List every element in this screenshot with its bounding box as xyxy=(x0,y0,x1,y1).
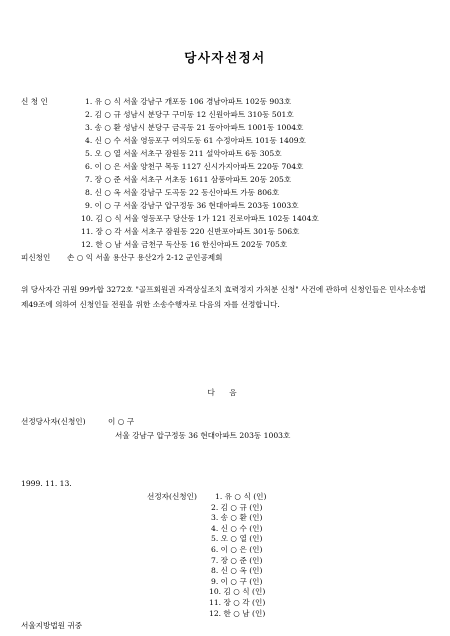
appointed-party-label: 선정당사자(신청인) xyxy=(21,417,86,426)
selector-item: 5. 오 ○ 열 (인) xyxy=(211,534,263,544)
selector-item: 6. 이 ○ 은 (인) xyxy=(211,545,263,554)
selector-item: 11. 장 ○ 각 (인) xyxy=(209,598,266,607)
selector-item: 1. 유 ○ 식 (인) xyxy=(215,492,267,501)
selector-item: 3. 송 ○ 환 (인) xyxy=(211,513,263,523)
respondent-label: 피신청인 xyxy=(21,253,51,262)
applicant-item: 3. 송 ○ 환 성남시 분당구 금곡동 21 동아아파트 1001동 1004호 xyxy=(85,123,304,132)
selector-item: 8. 신 ○ 옥 (인) xyxy=(211,566,263,576)
court-addressee: 서울지방법원 귀중 xyxy=(21,621,83,630)
selector-item: 2. 김 ○ 규 (인) xyxy=(211,502,263,512)
appointed-party-name: 이 ○ 구 xyxy=(108,417,135,426)
applicants-label: 신 청 인 xyxy=(21,97,48,106)
applicant-item: 11. 장 ○ 각 서울 서초구 잠원동 220 신반포아파트 301동 506호 xyxy=(81,227,300,236)
selector-item: 4. 신 ○ 수 (인) xyxy=(211,523,263,533)
body-paragraph: 위 당사자간 귀원 99카합 3272호 "골프회원권 자격상실조치 효력정지 가처분 신청" 사건에 관하여 신청인들은 민사소송법 제49조에 의하여 신청인들 전원을 위한 소송수행자로 다음의 자를 선정합니다. xyxy=(21,285,426,309)
selector-item: 10. 김 ○ 식 (인) xyxy=(209,587,266,597)
next-heading: 다 음 xyxy=(207,388,243,397)
applicant-item: 5. 오 ○ 열 서울 서초구 잠원동 211 설악아파트 6동 305호 xyxy=(85,149,282,158)
applicant-item: 6. 이 ○ 은 서울 양천구 목동 1127 신시가지아파트 220동 704호 xyxy=(85,162,304,171)
document-date: 1999. 11. 13. xyxy=(21,479,72,488)
respondent-info: 손 ○ 익 서울 용산구 용산2가 2-12 군인공제회 xyxy=(67,253,223,262)
applicant-item: 7. 장 ○ 준 서울 서초구 서초동 1611 삼풍아파트 20동 205호 xyxy=(85,175,292,184)
applicant-item: 4. 신 ○ 수 서울 영등포구 여의도동 61 수정아파트 101동 1409호 xyxy=(85,136,306,145)
appointed-party-address: 서울 강남구 압구정동 36 현대아파트 203동 1003호 xyxy=(115,431,291,440)
applicant-item: 9. 이 ○ 구 서울 강남구 압구정동 36 현대아파트 203동 1003호 xyxy=(85,201,299,210)
applicant-item: 2. 김 ○ 규 성남시 분당구 구미동 12 신원아파트 310동 501호 xyxy=(85,110,294,119)
applicant-item: 10. 김 ○ 식 서울 영등포구 당산동 1가 121 진로아파트 102동 1404호 xyxy=(81,214,319,223)
selectors-label: 선정자(신청인) xyxy=(147,492,197,501)
applicant-item: 12. 한 ○ 남 서울 금천구 독산동 16 한신아파트 202동 705호 xyxy=(81,240,288,249)
selector-item: 9. 이 ○ 구 (인) xyxy=(211,576,263,586)
selector-item: 7. 장 ○ 준 (인) xyxy=(211,555,263,565)
document-title: 당사자선정서 xyxy=(184,50,266,65)
applicant-item: 1. 유 ○ 식 서울 강남구 개포동 106 경남아파트 102동 903호 xyxy=(85,97,292,106)
applicant-item: 8. 신 ○ 옥 서울 강남구 도곡동 22 동신아파트 가동 806호 xyxy=(85,188,280,197)
selector-item: 12. 한 ○ 남 (인) xyxy=(209,608,266,618)
